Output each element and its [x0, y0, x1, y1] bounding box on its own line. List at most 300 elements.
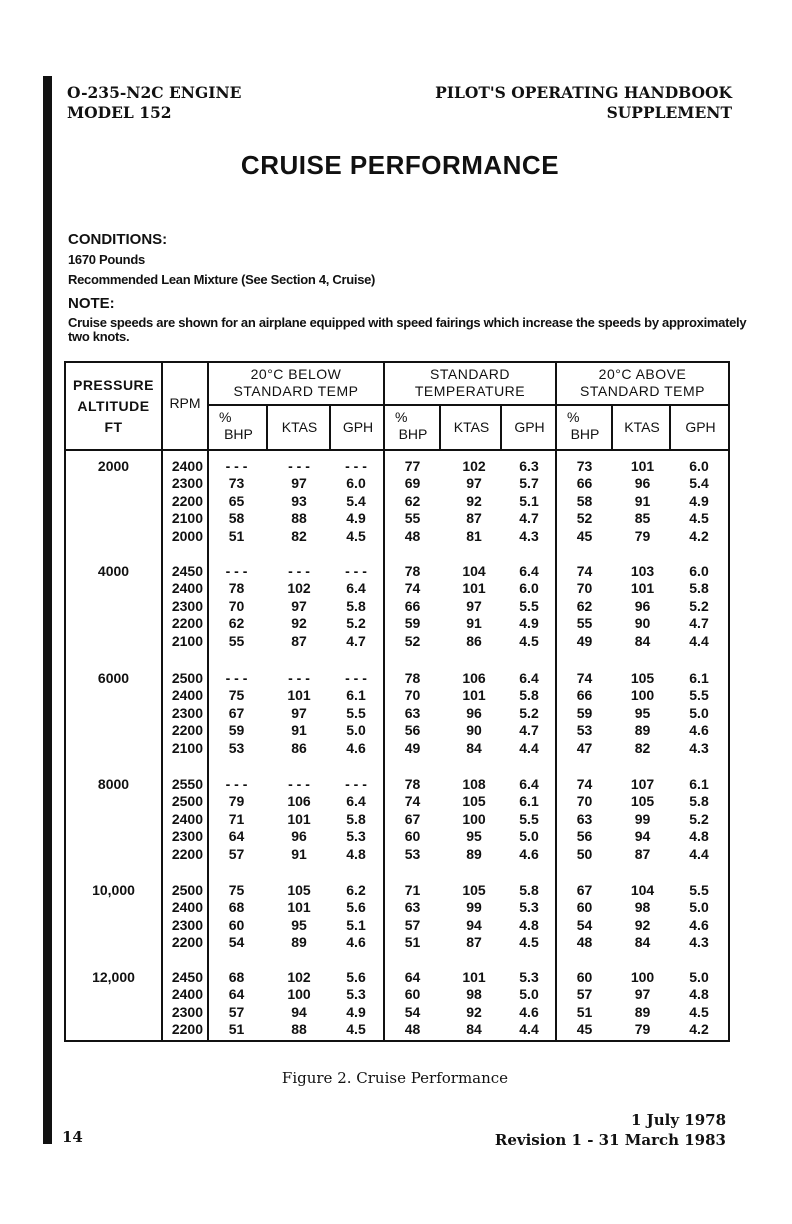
- value-cell: 51: [228, 527, 245, 544]
- col-pressure-line1: PRESSURE: [72, 377, 155, 393]
- subhead-pct-symbol: %: [567, 409, 580, 425]
- value-cell: 4.4: [519, 739, 539, 756]
- value-cell: 98: [634, 899, 651, 916]
- group-above-line2: STANDARD TEMP: [580, 383, 705, 399]
- value-cell: 5.3: [519, 899, 539, 916]
- value-cell: 56: [404, 722, 421, 739]
- value-cell: 99: [466, 899, 482, 916]
- value-cell: 79: [228, 793, 245, 810]
- value-cell: 102: [462, 458, 486, 474]
- value-cell: 74: [576, 776, 593, 792]
- value-cell: 58: [576, 492, 593, 509]
- group-below-line2: STANDARD TEMP: [233, 383, 359, 399]
- subhead-bhp-label: BHP: [570, 426, 600, 442]
- value-cell: 6.2: [346, 882, 366, 898]
- value-cell: 4.2: [689, 1021, 709, 1038]
- value-cell: 94: [291, 1003, 307, 1020]
- value-cell: - - -: [345, 776, 367, 792]
- rpm-cell: 2300: [171, 475, 203, 492]
- rpm-cell: 2450: [171, 969, 203, 985]
- group-below-line1: 20°C BELOW: [250, 366, 342, 382]
- subhead-pct-symbol: %: [219, 409, 232, 425]
- value-cell: 66: [576, 475, 593, 492]
- value-cell: 6.4: [519, 670, 539, 686]
- value-cell: 101: [287, 810, 311, 827]
- value-cell: 4.5: [519, 632, 539, 649]
- value-cell: 89: [634, 722, 651, 739]
- subhead-gph: GPH: [342, 419, 374, 435]
- value-cell: 69: [404, 475, 421, 492]
- value-cell: 4.3: [689, 934, 709, 951]
- value-cell: 91: [634, 492, 651, 509]
- value-cell: 66: [576, 687, 593, 704]
- rpm-cell: 2300: [171, 916, 203, 933]
- rpm-cell: 2200: [171, 722, 203, 739]
- footer-revision-line: Revision 1 - 31 March 1983: [494, 1131, 726, 1149]
- value-cell: 96: [291, 828, 307, 845]
- divider-header-body: [66, 449, 728, 451]
- col-rpm: RPM: [169, 395, 201, 411]
- value-cell: 88: [291, 510, 307, 527]
- value-cell: 6.1: [346, 687, 366, 704]
- value-cell: 84: [634, 632, 651, 649]
- value-cell: 5.6: [346, 899, 366, 916]
- value-cell: 5.2: [689, 597, 709, 614]
- value-cell: 4.5: [519, 934, 539, 951]
- value-cell: 5.8: [346, 810, 366, 827]
- value-cell: 67: [576, 882, 593, 898]
- value-cell: - - -: [345, 458, 367, 474]
- value-cell: 5.5: [689, 882, 709, 898]
- value-cell: 101: [630, 580, 655, 597]
- value-cell: 90: [634, 615, 651, 632]
- value-cell: 100: [287, 986, 311, 1003]
- value-cell: 105: [462, 793, 486, 810]
- value-cell: 52: [404, 632, 421, 649]
- value-cell: 70: [576, 793, 593, 810]
- altitude-cell: 8000: [97, 776, 130, 792]
- value-cell: 91: [466, 615, 482, 632]
- group-above-standard: [557, 366, 728, 400]
- value-cell: 5.3: [346, 986, 366, 1003]
- value-cell: - - -: [225, 563, 248, 579]
- value-cell: 95: [634, 704, 651, 721]
- value-cell: 68: [228, 969, 245, 985]
- value-cell: 5.8: [519, 687, 539, 704]
- value-cell: 97: [291, 475, 307, 492]
- value-cell: 4.5: [346, 527, 366, 544]
- value-cell: 78: [404, 776, 421, 792]
- subhead-pct-bhp: [385, 409, 441, 443]
- value-cell: - - -: [225, 776, 248, 792]
- value-cell: - - -: [345, 563, 367, 579]
- value-cell: 57: [228, 845, 245, 862]
- value-cell: 78: [228, 580, 245, 597]
- value-cell: 5.5: [519, 597, 539, 614]
- rpm-cell: 2400: [171, 580, 203, 597]
- value-cell: 101: [462, 969, 486, 985]
- col-pressure-altitude: [66, 375, 161, 438]
- value-cell: 93: [291, 492, 307, 509]
- value-cell: 55: [228, 632, 245, 649]
- subhead-pct-symbol: %: [395, 409, 408, 425]
- value-cell: 4.9: [519, 615, 539, 632]
- group-above-line1: 20°C ABOVE: [598, 366, 687, 382]
- value-cell: 73: [228, 475, 245, 492]
- value-cell: 4.9: [346, 1003, 366, 1020]
- subhead-ktas: KTAS: [624, 419, 660, 435]
- value-cell: 5.4: [346, 492, 366, 509]
- value-cell: 47: [576, 739, 593, 756]
- value-cell: 86: [291, 739, 307, 756]
- value-cell: 89: [466, 845, 482, 862]
- figure-caption: Figure 2. Cruise Performance: [281, 1069, 509, 1087]
- value-cell: 4.7: [519, 510, 539, 527]
- value-cell: 4.8: [689, 986, 709, 1003]
- value-cell: 5.2: [346, 615, 366, 632]
- value-cell: 51: [404, 934, 421, 951]
- conditions-weight: 1670 Pounds: [68, 252, 145, 267]
- value-cell: 5.0: [519, 986, 539, 1003]
- subhead-gph: GPH: [514, 419, 545, 435]
- value-cell: 48: [404, 1021, 421, 1038]
- value-cell: 96: [466, 704, 482, 721]
- value-cell: 97: [291, 704, 307, 721]
- group-below-standard: [209, 366, 383, 400]
- rpm-cell: 2300: [171, 704, 203, 721]
- value-cell: 66: [404, 597, 421, 614]
- value-cell: 78: [404, 563, 421, 579]
- value-cell: 4.5: [689, 510, 709, 527]
- model-label: MODEL 152: [67, 103, 172, 122]
- value-cell: 5.5: [346, 704, 366, 721]
- value-cell: 95: [466, 828, 482, 845]
- rpm-cell: 2300: [171, 597, 203, 614]
- value-cell: 5.8: [346, 597, 366, 614]
- value-cell: 86: [466, 632, 482, 649]
- value-cell: 105: [630, 670, 655, 686]
- value-cell: 55: [404, 510, 421, 527]
- value-cell: 6.4: [346, 793, 366, 810]
- value-cell: 4.6: [689, 916, 709, 933]
- rpm-cell: 2200: [171, 934, 203, 951]
- value-cell: 6.0: [689, 458, 709, 474]
- value-cell: 102: [287, 969, 311, 985]
- value-cell: 4.3: [519, 527, 539, 544]
- value-cell: 60: [576, 969, 593, 985]
- page-number: 14: [62, 1128, 83, 1146]
- value-cell: 100: [630, 687, 655, 704]
- value-cell: - - -: [288, 563, 310, 579]
- rpm-cell: 2300: [171, 1003, 203, 1020]
- value-cell: 5.1: [346, 916, 366, 933]
- value-cell: 4.7: [519, 722, 539, 739]
- value-cell: 57: [576, 986, 593, 1003]
- value-cell: 4.5: [346, 1021, 366, 1038]
- conditions-label: CONDITIONS:: [68, 231, 168, 248]
- value-cell: 70: [228, 597, 245, 614]
- value-cell: 64: [228, 828, 245, 845]
- value-cell: 6.4: [346, 580, 366, 597]
- subhead-gph: GPH: [685, 419, 716, 435]
- value-cell: 51: [576, 1003, 593, 1020]
- value-cell: 65: [228, 492, 245, 509]
- value-cell: 96: [634, 597, 651, 614]
- value-cell: 4.8: [346, 845, 366, 862]
- value-cell: 4.4: [519, 1021, 539, 1038]
- value-cell: 101: [630, 458, 655, 474]
- rpm-cell: 2000: [171, 527, 203, 544]
- value-cell: 79: [634, 1021, 651, 1038]
- rpm-cell: 2500: [171, 882, 203, 898]
- value-cell: 5.8: [519, 882, 539, 898]
- value-cell: 104: [462, 563, 486, 579]
- value-cell: 5.2: [689, 810, 709, 827]
- rpm-cell: 2200: [171, 492, 203, 509]
- value-cell: 4.7: [689, 615, 709, 632]
- group-standard-line2: TEMPERATURE: [414, 383, 526, 399]
- value-cell: 48: [404, 527, 421, 544]
- rpm-cell: 2200: [171, 845, 203, 862]
- value-cell: 67: [404, 810, 421, 827]
- value-cell: 89: [291, 934, 307, 951]
- value-cell: 85: [634, 510, 651, 527]
- value-cell: 60: [404, 828, 421, 845]
- value-cell: 87: [466, 510, 482, 527]
- value-cell: 4.6: [519, 1003, 539, 1020]
- value-cell: - - -: [345, 670, 367, 686]
- rpm-cell: 2450: [171, 563, 203, 579]
- value-cell: 82: [291, 527, 307, 544]
- value-cell: 5.8: [689, 580, 709, 597]
- value-cell: 75: [228, 687, 245, 704]
- value-cell: 92: [466, 1003, 482, 1020]
- subhead-bhp-label: BHP: [398, 426, 428, 442]
- value-cell: 53: [404, 845, 421, 862]
- value-cell: 59: [404, 615, 421, 632]
- value-cell: 97: [466, 597, 482, 614]
- value-cell: 74: [404, 793, 421, 810]
- value-cell: 45: [576, 1021, 593, 1038]
- value-cell: 81: [466, 527, 482, 544]
- value-cell: 88: [291, 1021, 307, 1038]
- divider-group-subheads: [207, 404, 728, 406]
- rpm-cell: 2100: [171, 632, 203, 649]
- value-cell: 5.0: [346, 722, 366, 739]
- margin-change-bar: [43, 76, 52, 1144]
- handbook-label: PILOT'S OPERATING HANDBOOK: [435, 83, 732, 102]
- value-cell: 6.4: [519, 563, 539, 579]
- value-cell: 74: [576, 563, 593, 579]
- footer-revision: [495, 1110, 726, 1150]
- value-cell: 5.5: [519, 810, 539, 827]
- value-cell: 5.3: [519, 969, 539, 985]
- altitude-cell: 4000: [97, 563, 130, 579]
- value-cell: 4.6: [519, 845, 539, 862]
- value-cell: 64: [404, 969, 421, 985]
- value-cell: 6.1: [689, 776, 709, 792]
- note-label: NOTE:: [68, 295, 115, 312]
- value-cell: 92: [291, 615, 307, 632]
- value-cell: 62: [576, 597, 593, 614]
- value-cell: 49: [576, 632, 593, 649]
- value-cell: 5.0: [689, 704, 709, 721]
- page-title: CRUISE PERFORMANCE: [240, 150, 560, 180]
- value-cell: 4.9: [346, 510, 366, 527]
- value-cell: 102: [287, 580, 311, 597]
- rpm-cell: 2550: [171, 776, 203, 792]
- value-cell: 99: [634, 810, 651, 827]
- value-cell: 5.8: [689, 793, 709, 810]
- value-cell: 5.6: [346, 969, 366, 985]
- value-cell: 4.6: [346, 739, 366, 756]
- value-cell: 52: [576, 510, 593, 527]
- value-cell: 67: [228, 704, 245, 721]
- value-cell: - - -: [225, 670, 248, 686]
- value-cell: 53: [576, 722, 593, 739]
- value-cell: 94: [466, 916, 482, 933]
- rpm-cell: 2400: [171, 899, 203, 916]
- value-cell: 98: [466, 986, 482, 1003]
- value-cell: 101: [462, 687, 486, 704]
- value-cell: 5.2: [519, 704, 539, 721]
- rpm-cell: 2100: [171, 510, 203, 527]
- note-text: Cruise speeds are shown for an airplane equipped with speed fairings which increase the speeds by approximately two knots.: [68, 315, 747, 344]
- value-cell: 5.1: [519, 492, 539, 509]
- cruise-performance-table: [64, 361, 730, 1042]
- col-pressure-line2: ALTITUDE: [77, 398, 150, 414]
- value-cell: 87: [466, 934, 482, 951]
- value-cell: 6.1: [689, 670, 709, 686]
- value-cell: 97: [291, 597, 307, 614]
- value-cell: 5.0: [689, 969, 709, 985]
- value-cell: 4.6: [346, 934, 366, 951]
- supplement-label: SUPPLEMENT: [606, 103, 732, 122]
- value-cell: 63: [404, 899, 421, 916]
- value-cell: 64: [228, 986, 245, 1003]
- value-cell: 5.7: [519, 475, 539, 492]
- value-cell: 74: [404, 580, 421, 597]
- value-cell: 68: [228, 899, 245, 916]
- subhead-pct-bhp: [557, 409, 613, 443]
- value-cell: 101: [462, 580, 486, 597]
- value-cell: 53: [228, 739, 245, 756]
- value-cell: 57: [228, 1003, 245, 1020]
- value-cell: 6.1: [519, 793, 539, 810]
- subhead-bhp-label: BHP: [224, 426, 253, 442]
- rpm-cell: 2400: [171, 810, 203, 827]
- value-cell: 63: [404, 704, 421, 721]
- value-cell: 92: [466, 492, 482, 509]
- value-cell: 4.8: [519, 916, 539, 933]
- value-cell: 5.0: [689, 899, 709, 916]
- value-cell: 71: [404, 882, 421, 898]
- subhead-pct-bhp: [209, 409, 268, 443]
- value-cell: 4.4: [689, 845, 709, 862]
- rpm-cell: 2400: [171, 986, 203, 1003]
- value-cell: 5.3: [346, 828, 366, 845]
- value-cell: 4.6: [689, 722, 709, 739]
- value-cell: 6.3: [519, 458, 539, 474]
- value-cell: - - -: [288, 670, 310, 686]
- value-cell: 4.8: [689, 828, 709, 845]
- value-cell: 6.0: [346, 475, 366, 492]
- rpm-cell: 2500: [171, 670, 203, 686]
- value-cell: 60: [404, 986, 421, 1003]
- value-cell: 94: [634, 828, 651, 845]
- value-cell: 70: [404, 687, 421, 704]
- value-cell: 87: [291, 632, 307, 649]
- col-pressure-line3: FT: [104, 419, 123, 435]
- value-cell: 75: [228, 882, 245, 898]
- value-cell: 62: [404, 492, 421, 509]
- value-cell: 97: [466, 475, 482, 492]
- value-cell: 6.0: [519, 580, 539, 597]
- value-cell: 91: [291, 845, 307, 862]
- altitude-cell: 6000: [97, 670, 130, 686]
- header-right: [435, 83, 732, 123]
- value-cell: 97: [634, 986, 651, 1003]
- value-cell: 105: [462, 882, 486, 898]
- value-cell: 71: [228, 810, 245, 827]
- value-cell: 63: [576, 810, 593, 827]
- value-cell: 78: [404, 670, 421, 686]
- value-cell: 4.2: [689, 527, 709, 544]
- value-cell: 58: [228, 510, 245, 527]
- rpm-cell: 2500: [171, 793, 203, 810]
- value-cell: 6.0: [689, 563, 709, 579]
- rpm-cell: 2400: [171, 687, 203, 704]
- value-cell: 108: [462, 776, 486, 792]
- value-cell: 105: [630, 793, 655, 810]
- value-cell: 106: [462, 670, 486, 686]
- value-cell: 77: [404, 458, 421, 474]
- subhead-ktas: KTAS: [453, 419, 490, 435]
- value-cell: 96: [634, 475, 651, 492]
- value-cell: 5.4: [689, 475, 709, 492]
- rpm-cell: 2400: [171, 458, 203, 474]
- value-cell: 84: [466, 739, 482, 756]
- value-cell: 50: [576, 845, 593, 862]
- group-standard-line1: STANDARD: [430, 366, 510, 382]
- footer-date: 1 July 1978: [630, 1111, 726, 1129]
- value-cell: 4.5: [689, 1003, 709, 1020]
- rpm-cell: 2100: [171, 739, 203, 756]
- value-cell: 51: [228, 1021, 245, 1038]
- header-left: [67, 83, 241, 123]
- value-cell: 90: [466, 722, 482, 739]
- value-cell: 4.3: [689, 739, 709, 756]
- value-cell: 84: [634, 934, 651, 951]
- value-cell: 49: [404, 739, 421, 756]
- value-cell: 60: [576, 899, 593, 916]
- value-cell: - - -: [288, 776, 310, 792]
- engine-label: O-235-N2C ENGINE: [67, 83, 242, 102]
- value-cell: 70: [576, 580, 593, 597]
- value-cell: 55: [576, 615, 593, 632]
- value-cell: - - -: [288, 458, 310, 474]
- value-cell: 54: [404, 1003, 421, 1020]
- value-cell: 79: [634, 527, 651, 544]
- group-standard: [385, 366, 555, 400]
- value-cell: 4.7: [346, 632, 366, 649]
- value-cell: 95: [291, 916, 307, 933]
- value-cell: 62: [228, 615, 245, 632]
- subhead-ktas: KTAS: [281, 419, 318, 435]
- value-cell: 104: [630, 882, 655, 898]
- altitude-cell: 10,000: [92, 882, 135, 898]
- value-cell: 91: [291, 722, 307, 739]
